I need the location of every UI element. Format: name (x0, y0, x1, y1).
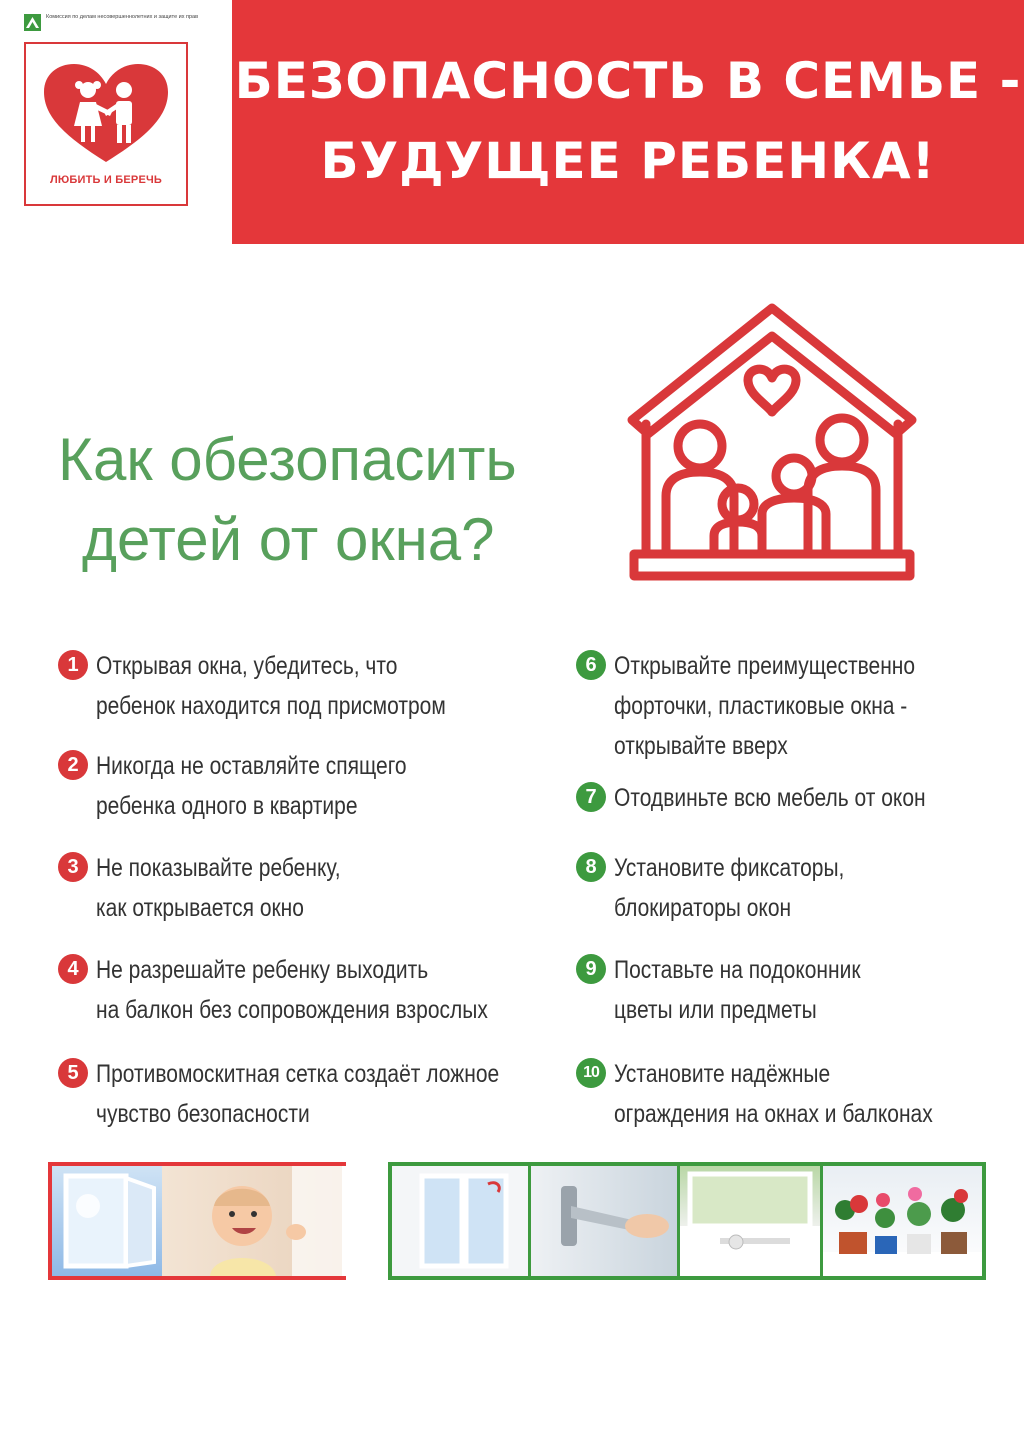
tip-1-line1: Открывая окна, убедитесь, что (96, 652, 398, 680)
tip-2-line1: Никогда не оставляйте спящего (96, 752, 407, 780)
tip-6-text (614, 646, 915, 766)
tip-2 (58, 746, 466, 826)
logo (24, 42, 188, 206)
house-family-icon (626, 300, 918, 584)
tip-6-line2: форточки, пластиковые окна - (614, 692, 908, 720)
tip-5-line2: чувство безопасности (96, 1100, 310, 1128)
tip-3-line1: Не показывайте ребенку, (96, 854, 341, 882)
tip-8-number: 8 (576, 852, 606, 882)
title-banner (232, 0, 1024, 244)
tip-6-line1: Открывайте преимущественно (614, 652, 916, 680)
tip-5-text (96, 1054, 499, 1134)
photo-strip-safe (388, 1162, 986, 1280)
tip-10-text (614, 1054, 933, 1134)
tip-8-line1: Установите фиксаторы, (614, 854, 845, 882)
tip-7-text (614, 778, 926, 818)
tip-4-line1: Не разрешайте ребенку выходить (96, 956, 429, 984)
question-line1: Как обезопасить (58, 426, 517, 493)
tip-8-text (614, 848, 844, 928)
tip-3-text (96, 848, 341, 928)
commission-header (24, 14, 204, 36)
tip-6-line3: открывайте вверх (614, 732, 788, 760)
windowsill-flowers-photo (823, 1166, 982, 1276)
commission-text: Комиссия по делам несовершеннолетних и защите их прав (46, 14, 199, 20)
tip-5 (58, 1054, 576, 1134)
tip-7 (576, 778, 985, 818)
tip-9 (576, 950, 908, 1030)
logo-slogan: ЛЮБИТЬ И БЕРЕЧЬ (49, 174, 163, 186)
commission-emblem-icon (24, 14, 41, 31)
banner-title-line2: БУДУЩЕЕ РЕБЕНКА! (320, 132, 936, 190)
handle-lock-icon (531, 1166, 677, 1276)
tip-4-text (96, 950, 488, 1030)
tip-4-number: 4 (58, 954, 88, 984)
child-icon (162, 1166, 342, 1276)
tip-10-line1: Установите надёжные (614, 1060, 831, 1088)
question-line2: детей от окна? (82, 506, 495, 573)
question-heading (58, 420, 598, 580)
child-at-window-photo (162, 1166, 342, 1276)
tilt-window-photo (392, 1166, 531, 1276)
tip-1 (58, 646, 512, 726)
tip-9-line2: цветы или предметы (614, 996, 817, 1024)
tip-8 (576, 848, 888, 928)
tip-5-line1: Противомоскитная сетка создаёт ложное (96, 1060, 500, 1088)
tip-10-line2: ограждения на окнах и балконах (614, 1100, 933, 1128)
tip-4 (58, 950, 563, 1030)
tip-3 (58, 848, 387, 928)
window-blocker-icon (680, 1166, 820, 1276)
tip-5-number: 5 (58, 1058, 88, 1088)
tip-10-number: 10 (576, 1058, 606, 1088)
photo-strip-danger (48, 1162, 346, 1280)
tip-1-line2: ребенок находится под присмотром (96, 692, 446, 720)
tip-2-text (96, 746, 407, 826)
window-handle-lock-photo (531, 1166, 680, 1276)
tip-8-line2: блокираторы окон (614, 894, 792, 922)
tilt-window-icon (392, 1166, 528, 1276)
window-blocker-photo (680, 1166, 823, 1276)
tip-9-number: 9 (576, 954, 606, 984)
heart-children-icon (26, 52, 186, 172)
tip-4-line2: на балкон без сопровождения взрослых (96, 996, 488, 1024)
tip-7-line1: Отодвиньте всю мебель от окон (614, 784, 926, 812)
tip-6-number: 6 (576, 650, 606, 680)
tip-1-text (96, 646, 446, 726)
open-window-icon (52, 1166, 162, 1276)
tip-2-line2: ребенка одного в квартире (96, 792, 358, 820)
tip-6 (576, 646, 972, 766)
tip-2-number: 2 (58, 750, 88, 780)
tip-3-number: 3 (58, 852, 88, 882)
flowers-icon (823, 1166, 982, 1276)
tip-3-line2: как открывается окно (96, 894, 304, 922)
tip-1-number: 1 (58, 650, 88, 680)
tip-9-text (614, 950, 861, 1030)
tip-7-number: 7 (576, 782, 606, 812)
tip-10 (576, 1054, 993, 1134)
open-window-photo (52, 1166, 162, 1276)
banner-title-line1: БЕЗОПАСНОСТЬ В СЕМЬЕ - (234, 52, 1022, 110)
tip-9-line1: Поставьте на подоконник (614, 956, 861, 984)
